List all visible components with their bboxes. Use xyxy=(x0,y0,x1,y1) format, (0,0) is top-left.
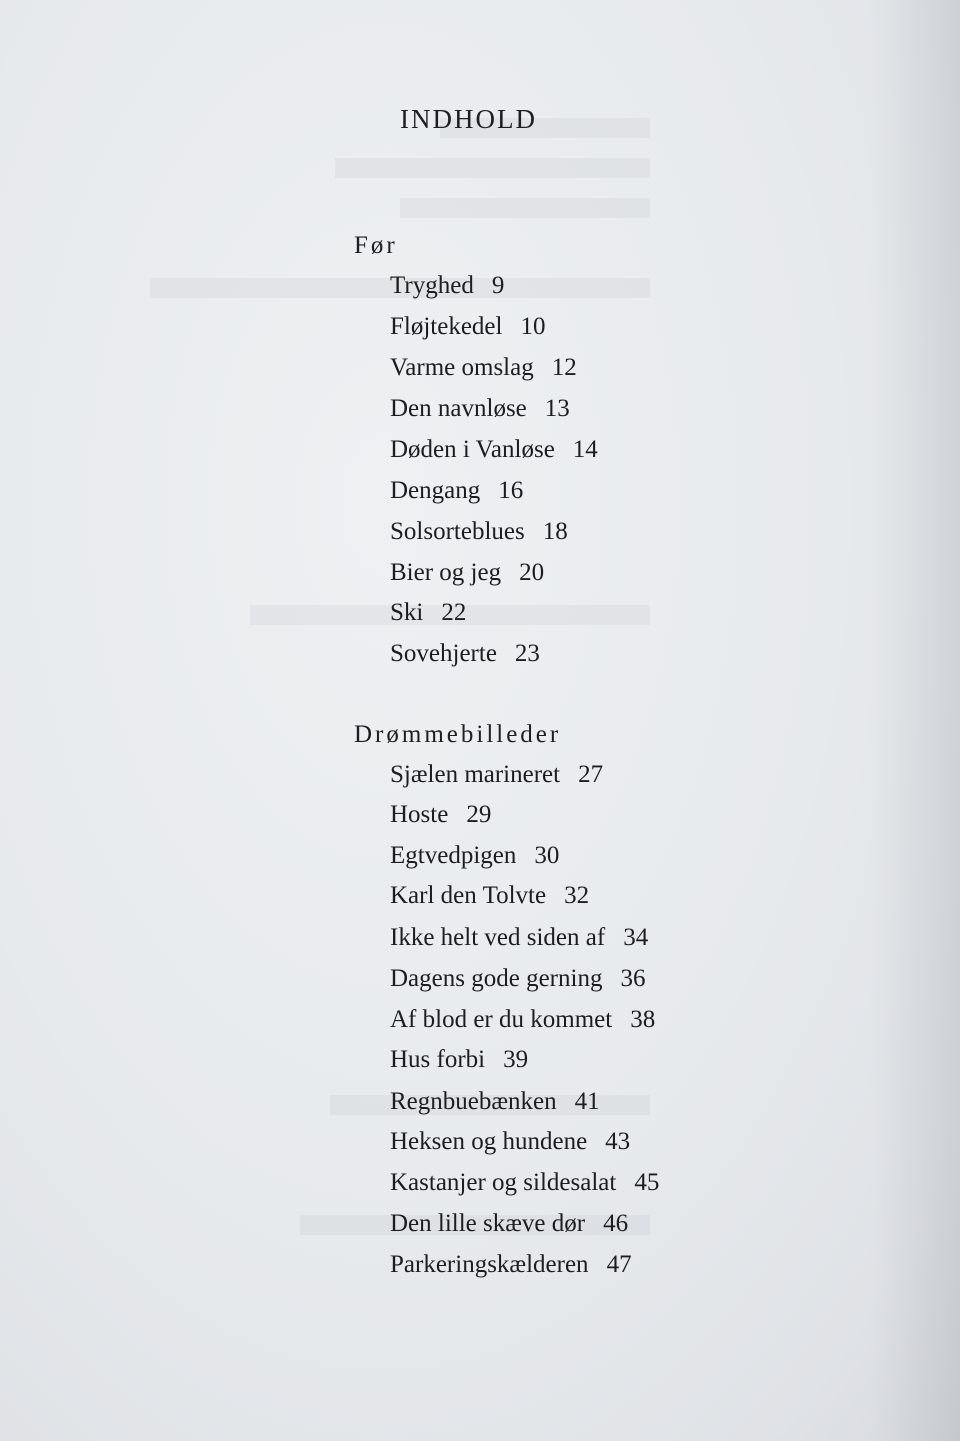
entry-page-number: 32 xyxy=(564,882,590,909)
show-through-decoration xyxy=(400,198,650,218)
toc-entry[interactable] xyxy=(390,436,598,464)
entry-page-number: 34 xyxy=(623,924,649,951)
entry-page-number: 46 xyxy=(603,1210,629,1237)
entry-page-number: 18 xyxy=(542,518,568,545)
show-through-decoration xyxy=(335,158,650,178)
entry-title: Karl den Tolvte xyxy=(390,882,547,909)
entry-page-number: 29 xyxy=(466,801,492,828)
toc-entry[interactable] xyxy=(390,1169,659,1197)
entry-page-number: 39 xyxy=(503,1046,529,1073)
entry-page-number: 9 xyxy=(491,272,505,299)
entry-title: Solsorteblues xyxy=(390,518,525,545)
toc-entry[interactable] xyxy=(390,842,559,870)
toc-entry[interactable] xyxy=(390,1128,630,1156)
entry-title: Egtvedpigen xyxy=(390,842,517,869)
toc-entry[interactable] xyxy=(390,354,577,382)
entry-title: Heksen og hundene xyxy=(390,1128,588,1155)
toc-entry[interactable] xyxy=(390,599,466,627)
entry-page-number: 47 xyxy=(606,1251,632,1278)
entry-page-number: 38 xyxy=(630,1006,656,1033)
toc-entry[interactable] xyxy=(390,395,570,423)
entry-page-number: 12 xyxy=(551,354,577,381)
entry-title: Ski xyxy=(390,599,424,626)
entry-title: Sovehjerte xyxy=(390,640,497,667)
entry-page-number: 43 xyxy=(605,1128,631,1155)
entry-page-number: 13 xyxy=(544,395,570,422)
toc-entry[interactable] xyxy=(390,801,491,829)
entry-page-number: 23 xyxy=(514,640,540,667)
entry-title: Hoste xyxy=(390,801,449,828)
section-heading-drommebilleder: Drømmebilleder xyxy=(354,721,562,748)
toc-entry[interactable] xyxy=(390,313,545,341)
entry-title: Dengang xyxy=(390,477,481,504)
entry-title: Den navnløse xyxy=(390,395,527,422)
entry-title: Kastanjer og sildesalat xyxy=(390,1169,617,1196)
toc-entry[interactable] xyxy=(390,1210,628,1238)
entry-title: Ikke helt ved siden af xyxy=(390,924,606,951)
entry-page-number: 41 xyxy=(574,1088,600,1115)
toc-entry[interactable] xyxy=(390,477,523,505)
toc-entry[interactable] xyxy=(390,1006,655,1034)
toc-entry[interactable] xyxy=(390,559,544,587)
entry-page-number: 14 xyxy=(572,436,598,463)
entry-page-number: 45 xyxy=(634,1169,660,1196)
section-heading-for: Før xyxy=(354,232,398,259)
entry-title: Sjælen marineret xyxy=(390,761,561,788)
toc-entry[interactable] xyxy=(390,882,589,910)
entry-title: Af blod er du kommet xyxy=(390,1006,613,1033)
entry-title: Hus forbi xyxy=(390,1046,486,1073)
toc-entry[interactable] xyxy=(390,1251,632,1279)
entry-page-number: 16 xyxy=(498,477,524,504)
toc-entry[interactable] xyxy=(390,518,568,546)
toc-entry[interactable] xyxy=(390,761,603,789)
entry-title: Varme omslag xyxy=(390,354,534,381)
toc-entry[interactable] xyxy=(390,272,504,300)
entry-title: Tryghed xyxy=(390,272,474,299)
entry-page-number: 27 xyxy=(578,761,604,788)
entry-title: Den lille skæve dør xyxy=(390,1210,586,1237)
entry-page-number: 36 xyxy=(620,965,646,992)
toc-entry[interactable] xyxy=(390,1088,600,1116)
toc-entry[interactable] xyxy=(390,924,648,952)
entry-title: Parkeringskælderen xyxy=(390,1251,589,1278)
entry-page-number: 20 xyxy=(519,559,545,586)
entry-page-number: 10 xyxy=(520,313,546,340)
toc-entry[interactable] xyxy=(390,640,540,668)
entry-title: Dagens gode gerning xyxy=(390,965,603,992)
entry-title: Døden i Vanløse xyxy=(390,436,555,463)
entry-title: Regnbuebænken xyxy=(390,1088,557,1115)
entry-page-number: 22 xyxy=(441,599,467,626)
entry-title: Bier og jeg xyxy=(390,559,502,586)
toc-entry[interactable] xyxy=(390,965,645,993)
toc-entry[interactable] xyxy=(390,1046,528,1074)
entry-page-number: 30 xyxy=(534,842,560,869)
toc-title: INDHOLD xyxy=(400,104,537,134)
entry-title: Fløjtekedel xyxy=(390,313,503,340)
